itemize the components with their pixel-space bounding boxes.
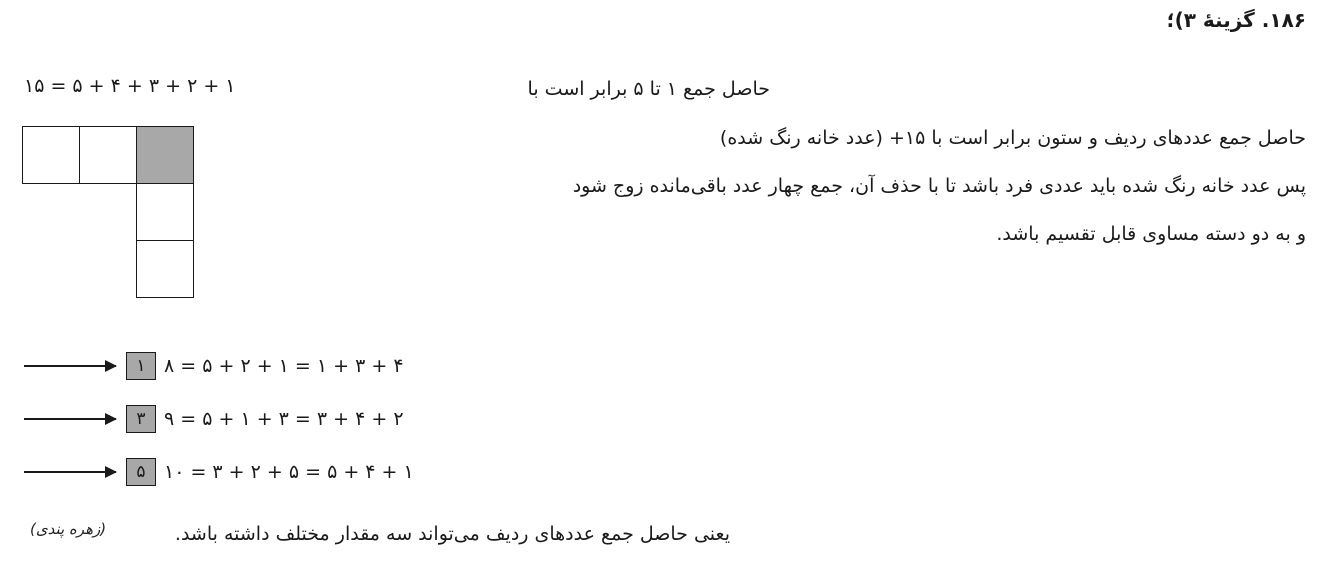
intro-formula: ۱ + ۲ + ۳ + ۴ + ۵ = ۱۵ [24,75,236,97]
grid-cell-r0c2-shaded [136,126,194,184]
equation-row-2 [24,405,404,433]
equation-expression-3: ۱ + ۴ + ۵ = ۵ + ۲ + ۳ = ۱۰ [164,461,414,483]
grid-cell-r0c0 [22,126,80,184]
equation-box-1: ۱ [126,352,156,380]
conclusion-text: یعنی حاصل جمع عددهای ردیف می‌تواند سه مقدار مختلف داشته باشد. [174,523,730,545]
explanation-line-3: و به دو دسته مساوی قابل تقسیم باشد. [996,223,1306,245]
page-title: ۱۸۶. گزینۀ ۳)؛ [1166,8,1306,32]
equation-box-2: ۳ [126,405,156,433]
grid-cell-r2c2 [136,240,194,298]
equation-row-1 [24,352,404,380]
arrow-right-icon [24,418,116,420]
equation-expression-2: ۲ + ۴ + ۳ = ۳ + ۱ + ۵ = ۹ [164,408,404,430]
equation-row-3 [24,458,414,486]
arrow-right-icon [24,471,116,473]
equation-expression-1: ۴ + ۳ + ۱ = ۱ + ۲ + ۵ = ۸ [164,355,404,377]
author-signature: (زهره پندی) [30,520,107,538]
intro-text-label: حاصل جمع ۱ تا ۵ برابر است با [527,78,770,100]
grid-cell-r0c1 [79,126,137,184]
explanation-line-2: پس عدد خانه رنگ شده باید عددی فرد باشد تا با حذف آن، جمع چهار عدد باقی‌مانده زوج شود [572,175,1306,197]
arrow-right-icon [24,365,116,367]
l-shaped-grid-figure [22,126,194,298]
grid-cell-r1c2 [136,183,194,241]
explanation-line-1: حاصل جمع عددهای ردیف و ستون برابر است با ۱۵+ (عدد خانه رنگ شده) [719,127,1306,149]
equation-box-3: ۵ [126,458,156,486]
intro-text [528,75,770,104]
